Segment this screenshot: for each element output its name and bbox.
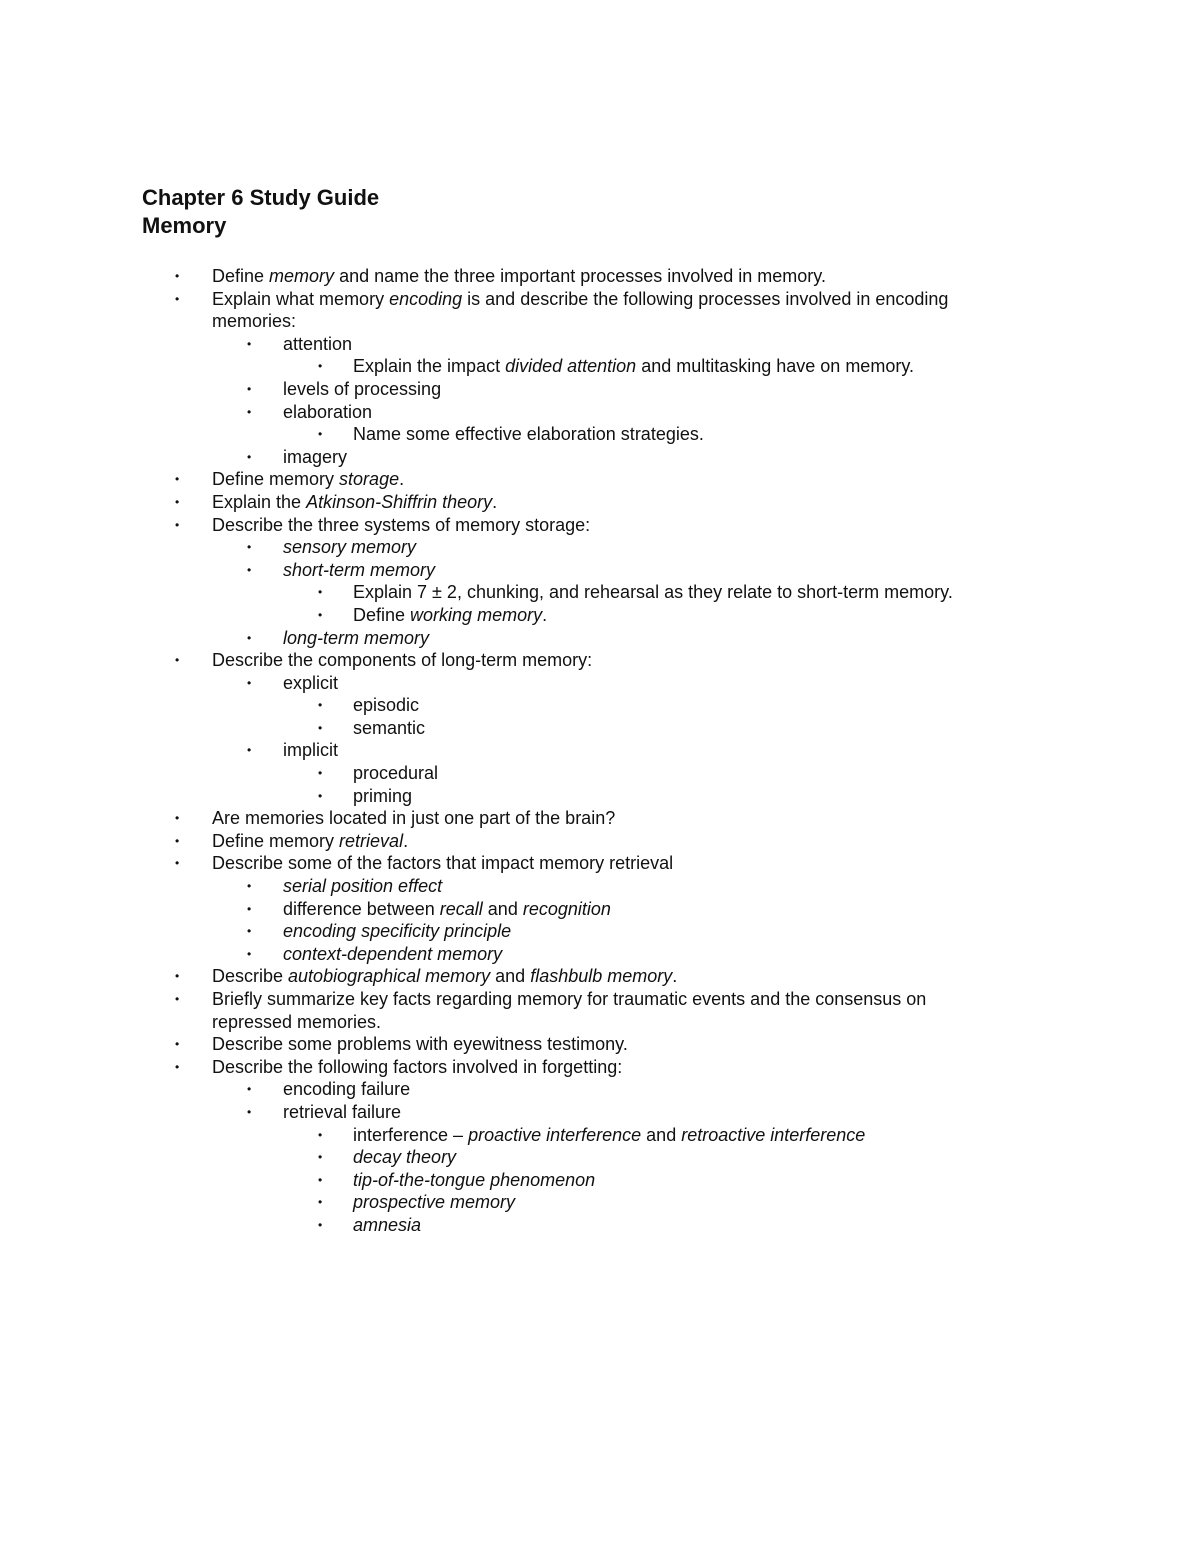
list-item-text — [283, 446, 347, 469]
bullet-icon: • — [318, 1217, 323, 1232]
text-run: . — [542, 604, 548, 625]
italic-term: serial position effect — [283, 876, 443, 897]
bullet-icon: • — [318, 427, 323, 442]
list-item — [0, 898, 1200, 921]
list-item-text — [353, 762, 438, 785]
text-run: levels of processing — [283, 378, 442, 399]
list-item-text — [283, 672, 338, 695]
list-item — [0, 401, 1200, 424]
list-item — [0, 446, 1200, 469]
text-run: episodic — [353, 695, 420, 716]
list-item — [0, 739, 1200, 762]
page-subtitle: Memory — [142, 213, 227, 238]
italic-term: recall — [439, 898, 483, 919]
text-run: and — [482, 898, 523, 919]
text-run: attention — [283, 333, 353, 354]
text-run: Describe some of the factors that impact memory retrieval — [212, 853, 674, 874]
list-item — [0, 604, 1200, 627]
bullet-icon: • — [247, 562, 252, 577]
list-item — [0, 943, 1200, 966]
list-item — [0, 762, 1200, 785]
bullet-icon: • — [318, 359, 323, 374]
list-item-text — [353, 604, 547, 627]
list-item-text — [353, 1191, 515, 1214]
list-item — [0, 468, 1200, 491]
bullet-icon: • — [247, 946, 252, 961]
list-item — [0, 830, 1200, 853]
list-item-text — [353, 694, 419, 717]
list-item — [0, 717, 1200, 740]
list-item — [0, 1146, 1200, 1169]
list-item — [0, 1214, 1200, 1237]
list-item-text — [283, 333, 352, 356]
list-item — [0, 265, 1200, 288]
list-item-text — [353, 355, 914, 378]
text-run: memories: — [212, 311, 297, 332]
list-item-text — [212, 310, 296, 333]
text-run: encoding failure — [283, 1079, 411, 1100]
text-run: Explain the impact — [353, 356, 506, 377]
list-item-text — [212, 468, 404, 491]
text-run: Name some effective elaboration strategies. — [353, 424, 704, 445]
bullet-icon: • — [175, 811, 180, 826]
italic-term: encoding — [389, 288, 463, 309]
list-item — [0, 649, 1200, 672]
bullet-icon: • — [175, 856, 180, 871]
list-item — [0, 875, 1200, 898]
list-item — [0, 581, 1200, 604]
list-item — [0, 988, 1200, 1011]
text-run: Define memory — [212, 830, 340, 851]
list-item-text — [353, 717, 425, 740]
italic-term: flashbulb memory — [530, 966, 673, 987]
list-item — [0, 536, 1200, 559]
bullet-icon: • — [247, 1082, 252, 1097]
text-run: . — [672, 966, 678, 987]
bullet-icon: • — [247, 879, 252, 894]
text-run: imagery — [283, 446, 348, 467]
list-item — [0, 785, 1200, 808]
text-run: repressed memories. — [212, 1011, 382, 1032]
list-item — [0, 920, 1200, 943]
italic-term: decay theory — [353, 1147, 457, 1168]
italic-term: recognition — [522, 898, 611, 919]
bullet-icon: • — [247, 404, 252, 419]
list-item — [0, 355, 1200, 378]
list-item — [0, 514, 1200, 537]
italic-term: context-dependent memory — [283, 943, 503, 964]
bullet-icon: • — [247, 449, 252, 464]
text-run: procedural — [353, 763, 439, 784]
text-run: Explain the — [212, 491, 307, 512]
text-run: . — [492, 491, 498, 512]
text-run: difference between — [283, 898, 440, 919]
list-item-text — [283, 1078, 410, 1101]
list-item-text — [353, 423, 704, 446]
bullet-icon: • — [247, 381, 252, 396]
text-run: priming — [353, 785, 413, 806]
bullet-icon: • — [318, 720, 323, 735]
italic-term: sensory memory — [283, 537, 417, 558]
list-item-text — [353, 581, 953, 604]
italic-term: tip-of-the-tongue phenomenon — [353, 1169, 596, 1190]
bullet-icon: • — [175, 291, 180, 306]
list-item-text — [283, 401, 372, 424]
text-run: Describe the three systems of memory storage: — [212, 514, 591, 535]
bullet-icon: • — [318, 788, 323, 803]
text-run: semantic — [353, 717, 426, 738]
list-item — [0, 672, 1200, 695]
list-item-text — [283, 920, 511, 943]
list-item-text — [212, 491, 497, 514]
list-item-text — [283, 1101, 401, 1124]
list-item-text — [212, 988, 926, 1011]
list-item-text — [283, 875, 442, 898]
bullet-icon: • — [175, 269, 180, 283]
text-run: Define memory — [212, 469, 340, 490]
list-item-text — [212, 1011, 381, 1034]
italic-term: retroactive interference — [681, 1124, 866, 1145]
text-run: Describe the following factors involved in forgetting: — [212, 1056, 623, 1077]
text-run: Define — [212, 266, 270, 286]
list-item — [0, 694, 1200, 717]
list-item — [0, 288, 1200, 311]
list-item-text — [212, 830, 408, 853]
list-item — [0, 1056, 1200, 1079]
italic-term: storage — [339, 469, 400, 490]
bullet-icon: • — [175, 992, 180, 1006]
text-run: retrieval failure — [283, 1101, 402, 1122]
list-item-text — [212, 514, 590, 537]
text-run: interference – — [353, 1124, 469, 1145]
italic-term: prospective memory — [353, 1192, 516, 1213]
text-run: Describe the components of long-term memory: — [212, 650, 593, 671]
bullet-icon: • — [318, 766, 323, 781]
list-item — [0, 1191, 1200, 1214]
list-item — [0, 1124, 1200, 1147]
text-run: implicit — [283, 740, 339, 761]
bullet-icon: • — [247, 924, 252, 939]
bullet-icon: • — [247, 540, 252, 555]
text-run: Define — [353, 604, 411, 625]
list-item-text — [283, 559, 435, 582]
list-item — [0, 1033, 1200, 1056]
bullet-icon: • — [175, 969, 180, 984]
italic-term: long-term memory — [283, 627, 430, 648]
list-item-text — [283, 943, 502, 966]
list-item — [0, 1078, 1200, 1101]
bullet-icon: • — [175, 833, 180, 848]
text-run: and name the three important processes involved in memory. — [334, 266, 826, 286]
bullet-icon: • — [318, 698, 323, 713]
italic-term: amnesia — [353, 1214, 422, 1235]
text-run: Explain what memory — [212, 288, 390, 309]
bullet-icon: • — [175, 1037, 180, 1052]
list-item-text — [212, 1033, 628, 1056]
bullet-icon: • — [247, 901, 252, 916]
text-run: and — [490, 966, 531, 987]
list-item-text — [212, 852, 673, 875]
list-item-text — [212, 649, 592, 672]
bullet-icon: • — [318, 607, 323, 622]
bullet-icon: • — [247, 1104, 252, 1119]
bullet-icon: • — [318, 585, 323, 600]
list-item-text — [283, 898, 611, 921]
list-item-text — [353, 1146, 456, 1169]
list-item — [0, 423, 1200, 446]
text-run: and — [641, 1124, 682, 1145]
bullet-icon: • — [175, 1059, 180, 1074]
text-run: Are memories located in just one part of the brain? — [212, 808, 616, 829]
bullet-icon: • — [247, 630, 252, 645]
text-run: . — [403, 830, 409, 851]
bullet-icon: • — [247, 743, 252, 758]
text-run: Briefly summarize key facts regarding memory for traumatic events and the consensus on — [212, 989, 927, 1009]
list-item-text — [212, 265, 826, 288]
text-run: is and describe the following processes involved in encoding — [462, 288, 949, 309]
text-run: elaboration — [283, 401, 373, 422]
list-item — [0, 333, 1200, 356]
bullet-icon: • — [175, 472, 180, 487]
italic-term: short-term memory — [283, 559, 436, 580]
page-title: Chapter 6 Study Guide — [142, 185, 380, 210]
list-item-text — [353, 785, 412, 808]
bullet-icon: • — [318, 1150, 323, 1165]
italic-term: encoding specificity principle — [283, 921, 512, 942]
italic-term: retrieval — [339, 830, 404, 851]
list-item-text — [212, 1056, 622, 1079]
list-item — [0, 1011, 1200, 1034]
list-item-text — [283, 536, 416, 559]
italic-term: memory — [269, 266, 335, 286]
list-item-text — [353, 1214, 421, 1237]
list-item-text — [212, 965, 677, 988]
text-run: and multitasking have on memory. — [636, 356, 914, 377]
list-item-text — [353, 1169, 595, 1192]
list-item-text — [283, 739, 338, 762]
list-item-text — [212, 288, 948, 311]
list-item — [0, 852, 1200, 875]
text-run: . — [399, 469, 405, 490]
italic-term: Atkinson-Shiffrin theory — [306, 491, 493, 512]
list-item — [0, 491, 1200, 514]
italic-term: autobiographical memory — [288, 966, 491, 987]
text-run: explicit — [283, 672, 339, 693]
list-item-text — [212, 807, 615, 830]
list-item — [0, 1169, 1200, 1192]
list-item — [0, 559, 1200, 582]
list-item — [0, 310, 1200, 333]
list-item-text — [353, 1124, 865, 1147]
bullet-icon: • — [247, 675, 252, 690]
italic-term: working memory — [410, 604, 543, 625]
text-run: Describe — [212, 966, 289, 987]
bullet-icon: • — [247, 336, 252, 351]
list-item — [0, 1101, 1200, 1124]
bullet-icon: • — [318, 1172, 323, 1187]
italic-term: divided attention — [505, 356, 637, 377]
list-item-text — [283, 378, 441, 401]
text-run: Describe some problems with eyewitness testimony. — [212, 1034, 628, 1055]
list-item — [0, 378, 1200, 401]
list-item — [0, 965, 1200, 988]
bullet-icon: • — [175, 494, 180, 509]
bullet-icon: • — [318, 1127, 323, 1142]
italic-term: proactive interference — [468, 1124, 642, 1145]
text-run: Explain 7 ± 2, chunking, and rehearsal as they relate to short-term memory. — [353, 582, 953, 603]
bullet-icon: • — [318, 1195, 323, 1210]
study-guide-list — [0, 265, 1200, 1237]
list-item-text — [283, 627, 429, 650]
list-item — [0, 627, 1200, 650]
bullet-icon: • — [175, 517, 180, 532]
title-block — [142, 184, 379, 240]
list-item — [0, 807, 1200, 830]
bullet-icon: • — [175, 653, 180, 668]
